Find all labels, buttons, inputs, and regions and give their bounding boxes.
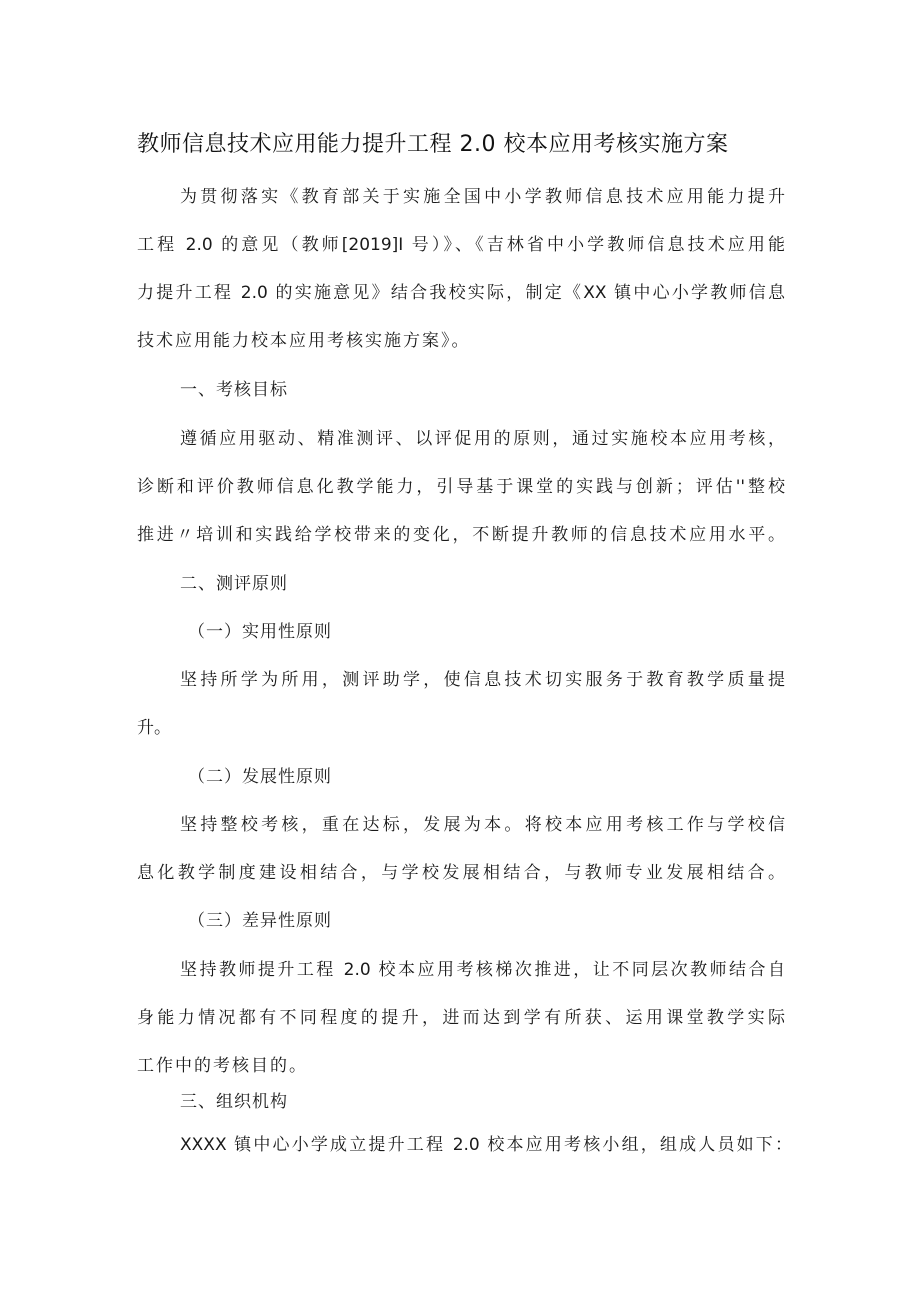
paragraph-line: 身能力情况都有不同程度的提升，进而达到学有所获、运用课堂教学实际	[137, 1008, 785, 1028]
paragraph-line: 坚持所学为所用，测评助学，使信息技术切实服务于教育教学质量提	[180, 670, 785, 690]
paragraph-line: XXXX 镇中心小学成立提升工程 2.0 校本应用考核小组，组成人员如下：	[180, 1135, 792, 1155]
section-heading: 三、组织机构	[180, 1092, 288, 1112]
subsection-heading: （三）差异性原则	[188, 911, 332, 931]
section-heading: 一、考核目标	[180, 380, 288, 400]
subsection-heading: （二）发展性原则	[188, 767, 332, 787]
paragraph-line: 工程 2.0 的意见（教师[2019]I 号）》、《吉林省中小学教师信息技术应用能	[137, 235, 785, 255]
paragraph-line: 坚持教师提升工程 2.0 校本应用考核梯次推进，让不同层次教师结合自	[180, 960, 785, 980]
paragraph-line: 为贯彻落实《教育部关于实施全国中小学教师信息技术应用能力提升	[180, 187, 785, 207]
section-heading: 二、测评原则	[180, 574, 288, 594]
paragraph-line: 坚持整校考核，重在达标，发展为本。将校本应用考核工作与学校信	[180, 815, 785, 835]
paragraph-line: 遵循应用驱动、精准测评、以评促用的原则，通过实施校本应用考核，	[180, 429, 785, 449]
paragraph-line: 升。	[137, 718, 171, 738]
paragraph-line: 诊断和评价教师信息化教学能力，引导基于课堂的实践与创新；评估''整校	[137, 477, 785, 497]
paragraph-line: 推进〃培训和实践给学校带来的变化，不断提升教师的信息技术应用水平。	[137, 525, 785, 545]
subsection-heading: （一）实用性原则	[188, 622, 332, 642]
paragraph-line: 工作中的考核目的。	[137, 1056, 308, 1076]
document-title: 教师信息技术应用能力提升工程 2.0 校本应用考核实施方案	[137, 132, 729, 157]
paragraph-line: 力提升工程 2.0 的实施意见》结合我校实际，制定《XX 镇中心小学教师信息	[137, 283, 785, 303]
paragraph-line: 技术应用能力校本应用考核实施方案》。	[137, 331, 471, 351]
paragraph-line: 息化教学制度建设相结合，与学校发展相结合，与教师专业发展相结合。	[137, 863, 785, 883]
